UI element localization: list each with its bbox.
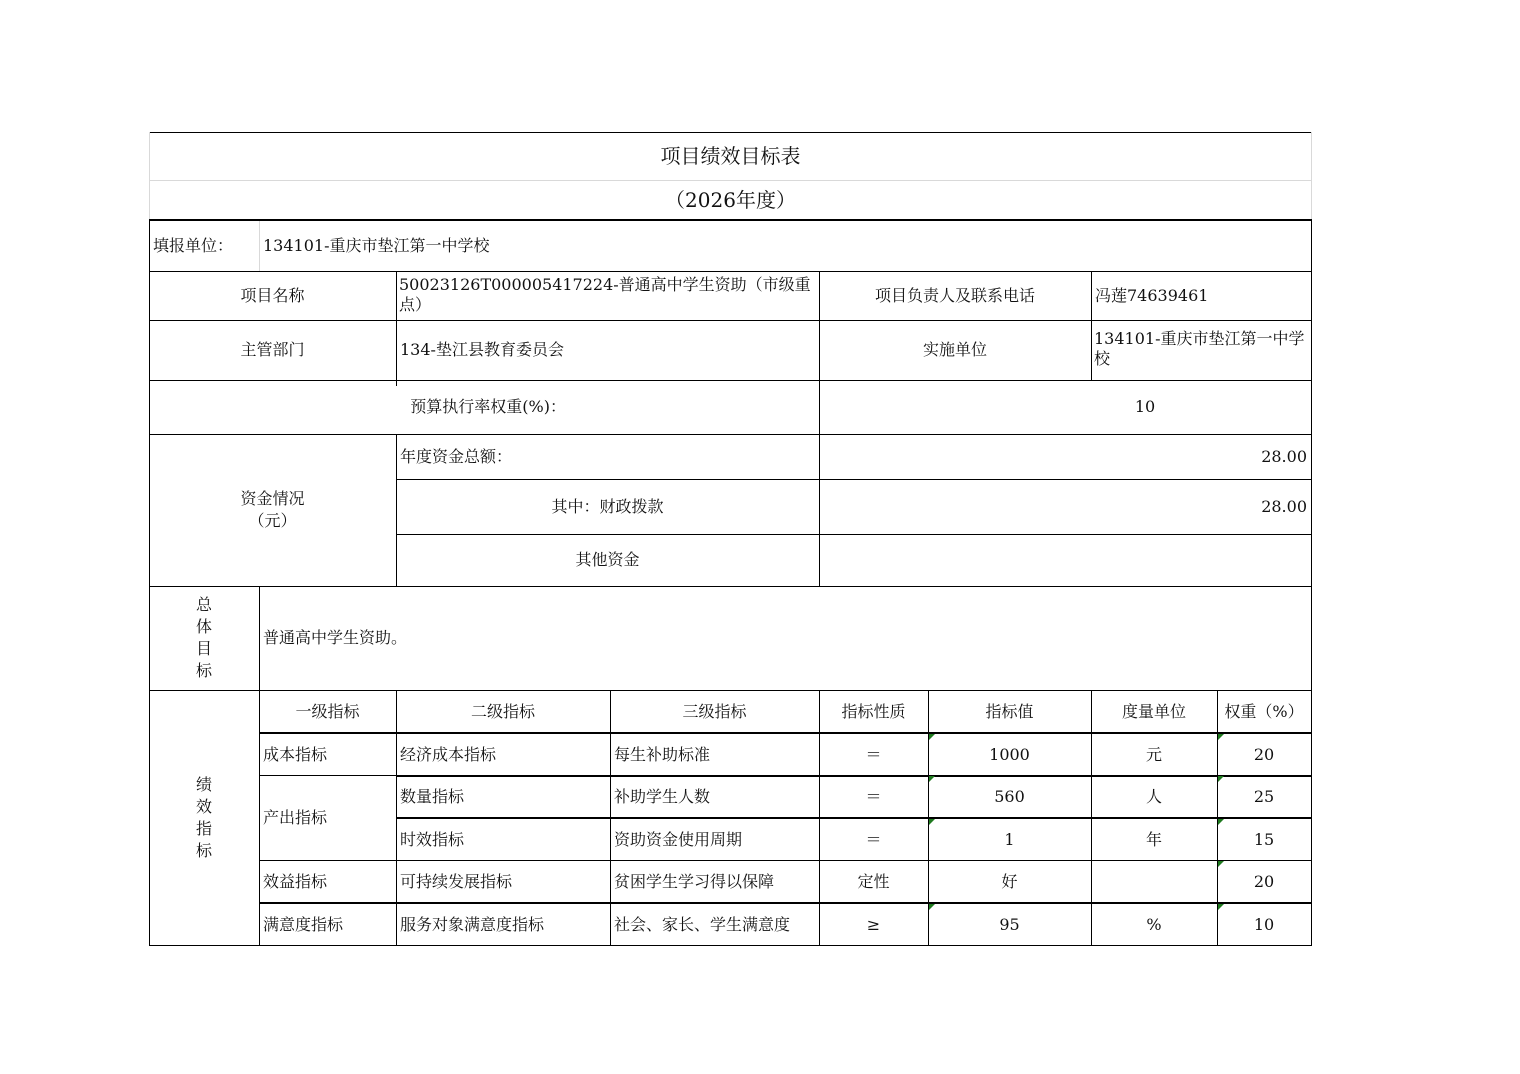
row-nature: ＝ — [865, 829, 882, 849]
row-l2: 可持续发展指标 — [400, 871, 513, 891]
page-subtitle: （2026年度） — [665, 187, 796, 212]
row-unit: 元 — [1145, 744, 1162, 764]
funds-label — [149, 434, 396, 586]
funds-fiscal-value: 28.00 — [1261, 496, 1307, 516]
funds-fiscal-label: 其中：财政拨款 — [551, 496, 664, 516]
overall-goal-char: 体 — [195, 617, 212, 636]
header-unit: 度量单位 — [1121, 701, 1186, 721]
header-l2: 二级指标 — [470, 701, 535, 721]
row-weight: 20 — [1253, 744, 1275, 764]
perf-label-char: 标 — [195, 841, 212, 860]
row-weight: 15 — [1253, 829, 1275, 849]
cell-marker-icon — [929, 819, 935, 825]
row-value: 1000 — [989, 744, 1030, 764]
performance-target-sheet — [149, 132, 1312, 946]
table-border — [1311, 219, 1312, 946]
table-border — [149, 945, 1312, 946]
cell-marker-icon — [1218, 734, 1224, 740]
row-l3: 补助学生人数 — [614, 786, 711, 806]
reporting-unit-value: 134101-重庆市垫江第一中学校 — [263, 236, 490, 255]
cell-marker-icon — [1218, 776, 1224, 782]
row-value: 95 — [999, 914, 1020, 934]
perf-label-char: 绩 — [195, 775, 212, 794]
header-nature: 指标性质 — [841, 701, 906, 721]
row-value: 560 — [994, 786, 1025, 806]
row-nature: ＝ — [865, 744, 882, 764]
row-l2: 时效指标 — [400, 829, 465, 849]
row-l1: 成本指标 — [263, 744, 328, 764]
row-unit: 年 — [1145, 829, 1162, 849]
perf-label — [149, 690, 259, 946]
row-weight: 25 — [1253, 786, 1275, 806]
row-l2: 经济成本指标 — [400, 744, 497, 764]
budget-weight-label: 预算执行率权重(%)： — [410, 397, 566, 416]
row-l1: 效益指标 — [263, 871, 328, 891]
funds-label-line1: 资金情况 — [240, 489, 305, 508]
contact-label: 项目负责人及联系电话 — [874, 285, 1035, 305]
row-l2: 数量指标 — [400, 786, 465, 806]
row-l3: 社会、家长、学生满意度 — [614, 914, 791, 934]
overall-goal-value: 普通高中学生资助。 — [263, 628, 408, 647]
cell-marker-icon — [1218, 819, 1224, 825]
header-value: 指标值 — [985, 701, 1034, 721]
funds-label-line2: （元） — [248, 511, 297, 530]
row-value: 好 — [1001, 871, 1018, 891]
row-l3: 资助资金使用周期 — [614, 829, 743, 849]
cell-marker-icon — [929, 734, 935, 740]
overall-goal-char: 总 — [195, 595, 212, 614]
dept-value: 134-垫江县教育委员会 — [400, 340, 564, 359]
row-nature: ＝ — [865, 786, 882, 806]
row-l3: 每生补助标准 — [614, 744, 711, 764]
page-title: 项目绩效目标表 — [660, 144, 801, 168]
perf-label-char: 效 — [195, 797, 212, 816]
cell-marker-icon — [929, 776, 935, 782]
row-l1: 产出指标 — [263, 808, 328, 827]
funds-other-label: 其他资金 — [575, 550, 640, 569]
row-nature: ≥ — [866, 914, 881, 934]
row-value: 1 — [1004, 829, 1015, 849]
project-name-label: 项目名称 — [240, 285, 305, 305]
row-weight: 10 — [1253, 914, 1275, 934]
row-unit: 人 — [1145, 786, 1162, 806]
row-l2: 服务对象满意度指标 — [400, 914, 545, 934]
row-unit — [1091, 861, 1217, 902]
row-unit: % — [1146, 914, 1162, 934]
row-l3: 贫困学生学习得以保障 — [614, 871, 775, 891]
cell-marker-icon — [1218, 904, 1224, 910]
overall-goal-char: 目 — [195, 639, 212, 658]
reporting-unit-label: 填报单位： — [153, 236, 234, 255]
row-weight: 20 — [1253, 871, 1275, 891]
overall-goal-label — [149, 586, 259, 690]
impl-label: 实施单位 — [922, 340, 987, 359]
funds-annual-value: 28.00 — [1261, 446, 1307, 466]
funds-annual-label: 年度资金总额： — [400, 446, 513, 466]
header-weight: 权重（%） — [1224, 701, 1304, 721]
funds-other-value — [819, 534, 1311, 586]
cell-marker-icon — [1218, 861, 1224, 867]
perf-label-char: 指 — [195, 819, 212, 838]
project-name-value: 50023126T000005417224-普通高中学生资助（市级重点） — [399, 275, 811, 314]
cell-marker-icon — [929, 904, 935, 910]
impl-value: 134101-重庆市垫江第一中学校 — [1094, 329, 1305, 368]
row-l1: 满意度指标 — [263, 914, 344, 934]
header-l1: 一级指标 — [295, 701, 360, 721]
dept-label: 主管部门 — [240, 340, 305, 359]
overall-goal-char: 标 — [195, 661, 212, 680]
row-nature: 定性 — [857, 871, 890, 891]
budget-weight-value: 10 — [1134, 397, 1156, 416]
header-l3: 三级指标 — [682, 701, 747, 721]
contact-value: 冯莲74639461 — [1095, 285, 1209, 305]
